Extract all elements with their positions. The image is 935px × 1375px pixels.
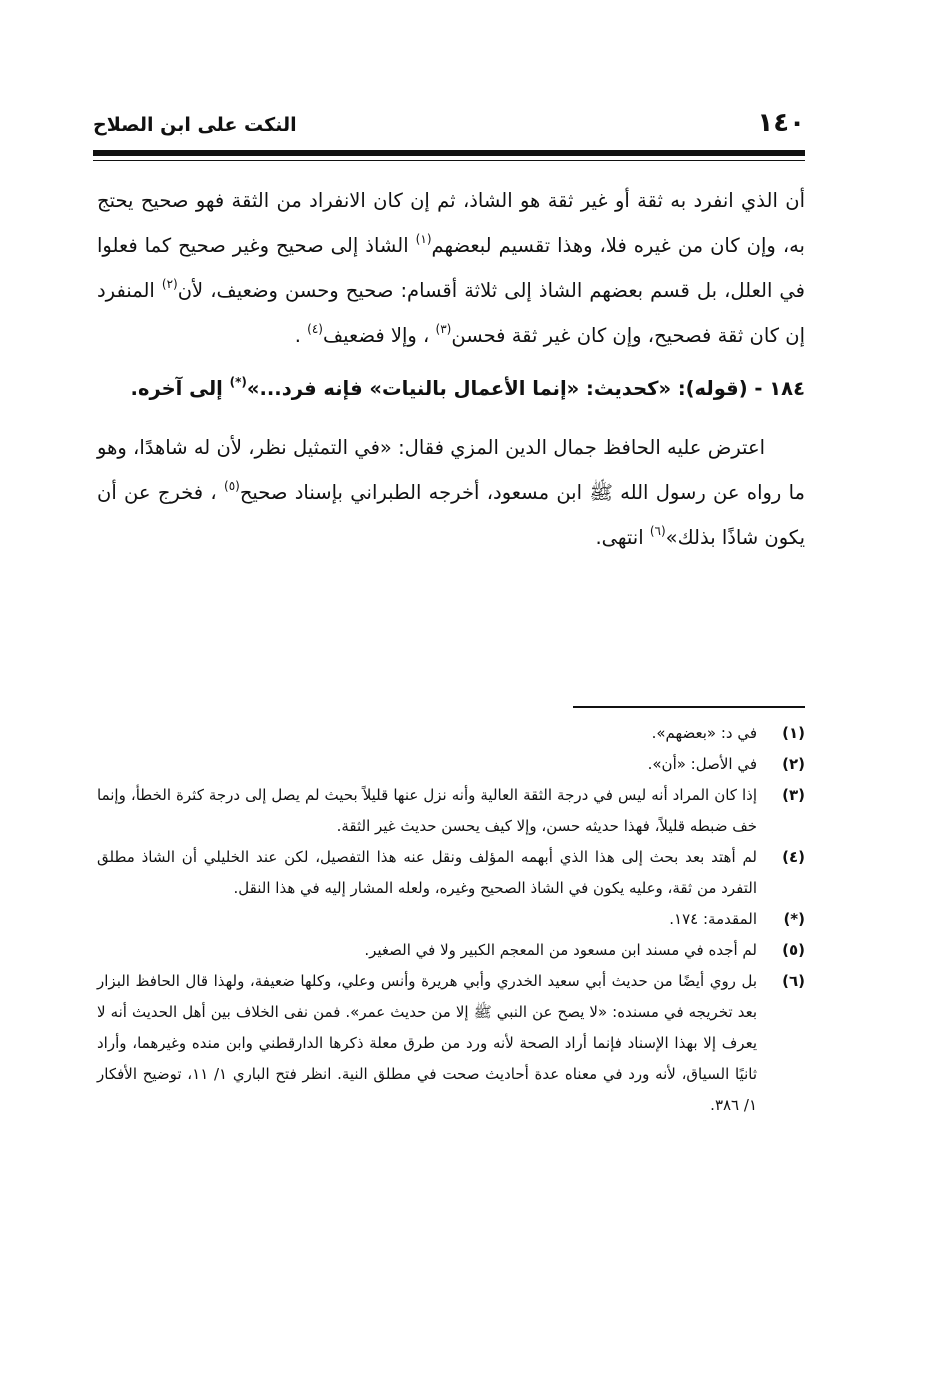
footnote-1 [97,718,805,749]
text-span: المنفرد إن كان ثقة فصحيح، وإن كان غير ثقة فحسن [97,279,805,347]
footnote-marker-1[interactable]: (١) [415,231,432,246]
footnote-star [97,904,805,935]
footnote-text: إذا كان المراد أنه ليس في درجة الثقة العالية وأنه نزل عنها قليلاً بحيث لم يصل إلى درجة كثرة الخطأ، وإنما خف ضبطه قليلاً، فهذا حديثه حسن، وإلا كيف يحسن حديث غير الثقة. [97,786,757,835]
footnote-label: (٦) [782,972,805,990]
text-span: اعترض عليه الحافظ جمال الدين المزي فقال: «في التمثيل نظر، لأن له شاهدًا، وهو ما رواه عن رسول الله ﷺ ابن مسعود، أخرجه الطبراني بإسناد صحيح [97,436,806,504]
footnote-3 [97,780,805,842]
footnote-label: (*) [783,910,805,928]
footnotes [97,718,805,1121]
footnote-text: بل روي أيضًا من حديث أبي سعيد الخدري وأبي هريرة وأنس وعلي، وكلها ضعيفة، ولهذا قال الحافظ البزار بعد تخريجه في مسنده: «لا يصح عن النبي ﷺ إلا من حديث عمر». فمن نفى الخلاف بين أهل الحديث أنه لا يعرف إلا بهذا الإسناد فإنما أراد الصحة لأنه ورد من طرق معلة ذكرها الدارقطني وابن منده وغيرهما، وأراد ثانيًا السياق، لأنه ورد في معناه عدة أحاديث صحت في مطلق النية. انظر فتح الباري ١/ ١١، توضيح الأفكار ١/ ٣٨٦. [97,972,757,1114]
footnote-label: (٥) [782,941,805,959]
footnote-5 [97,935,805,966]
header-rule-thick [93,150,805,156]
footnote-marker-star[interactable]: (*) [229,374,247,389]
footnote-label: (٣) [782,786,805,804]
text-span: ، فخرج عن أن يكون شاذًا بذلك» [97,481,805,549]
footnote-marker-4[interactable]: (٤) [307,321,323,336]
text-span: ، وإلا فضعيف [322,324,436,347]
text-span: أن الذي انفرد به ثقة أو غير ثقة هو الشاذ، ثم إن كان الانفراد من الثقة فهو صحيح يحتج به، وإن كان من غيره فلا، وهذا تقسيم لبعضهم [97,189,805,257]
paragraph-3 [97,425,805,560]
footnote-4 [97,842,805,904]
text-span: . [294,324,308,347]
header-rule-thin [93,160,805,161]
footnote-label: (٤) [782,848,805,866]
paragraph-1 [97,178,805,358]
footnote-2 [97,749,805,780]
footnote-label: (١) [782,724,805,742]
footnote-marker-2[interactable]: (٢) [161,276,178,291]
footnote-6 [97,966,805,1121]
footnote-marker-6[interactable]: (٦) [649,523,666,538]
footnote-separator [573,706,805,708]
footnote-label: (٢) [782,755,805,773]
footnote-marker-3[interactable]: (٣) [435,321,452,336]
footnote-text: لم أهتد بعد بحث إلى هذا الذي أبهمه المؤلف ونقل عنه هذا التفصيل، لكن عند الخليلي أن الشاذ مطلق التفرد من ثقة، وعليه يكون في الشاذ الصحيح وغيره، ولعله المشار إليه في هذا النقل. [97,848,757,897]
footnote-text: لم أجده في مسند ابن مسعود من المعجم الكبير ولا في الصغير. [364,941,757,959]
footnote-text: في د: «بعضهم». [651,724,757,742]
text-span: انتهى. [595,526,650,549]
entry-heading: ١٨٤ - (قوله): «كحديث: «إنما الأعمال بالنيات» فإنه فرد...» [246,377,805,400]
footnote-marker-5[interactable]: (٥) [224,478,240,493]
main-text [97,178,805,560]
page-number: ١٤٠ [757,108,805,138]
page-header [93,108,805,148]
text-span: الشاذ إلى صحيح وغير صحيح كما فعلوا في العلل، بل قسم بعضهم الشاذ إلى ثلاثة أقسام: صحيح وحسن وضعيف، لأن [97,234,805,302]
footnote-text: المقدمة: ١٧٤. [669,910,757,928]
footnote-text: في الأصل: «أن». [647,755,757,773]
text-span: إلى آخره. [130,377,230,400]
running-title: النكت على ابن الصلاح [93,114,297,136]
paragraph-2-entry-184 [97,366,805,411]
